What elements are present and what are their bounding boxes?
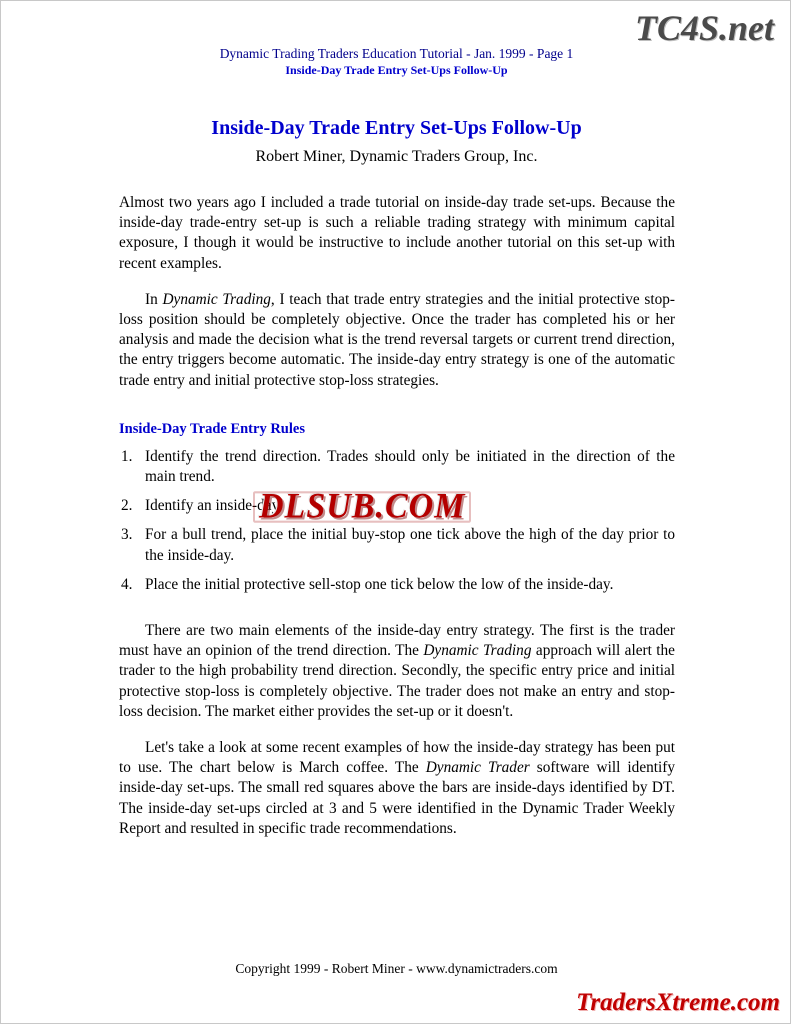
page-header-line1: Dynamic Trading Traders Education Tutorial - Jan. 1999 - Page 1 xyxy=(219,46,574,61)
watermark-bottom-right: TradersXtreme.com xyxy=(576,989,780,1016)
paragraph-4 xyxy=(119,738,675,839)
list-item-text: Identify an inside-day. xyxy=(145,497,283,515)
paragraph-3-emphasis: Dynamic Trading xyxy=(423,642,532,660)
page-footer: Copyright 1999 - Robert Miner - www.dynamictraders.com xyxy=(235,961,558,976)
list-item xyxy=(119,525,675,565)
list-item-text: For a bull trend, place the initial buy-stop one tick above the high of the day prior to the inside-day. xyxy=(145,526,675,564)
paragraph-4-lead: Let's take a look at some recent examples of how the inside-day strategy has been put to use. The chart below is March coffee. The xyxy=(119,739,675,777)
paragraph-2-rest: , I teach that trade entry strategies and the initial protective stop-loss position should be completely objective. Once the trader has completed his or her analysis and made the decision what is the trend reversal targets or current trend direction, the entry triggers become automatic. The inside-day entry strategy is one of the automatic trade entry and initial protective stop-loss strategies. xyxy=(119,290,676,389)
list-item xyxy=(119,447,675,487)
page-header-line2: Inside-Day Trade Entry Set-Ups Follow-Up xyxy=(285,63,508,77)
paragraph-3-rest: approach will alert the trader to the high probability trend direction. Secondly, the specific entry price and initial protective stop-loss is completely objective. The trader does not make an entry and stop-loss decision. The market either provides the set-up or it doesn't. xyxy=(119,642,675,720)
section-heading-rules: Inside-Day Trade Entry Rules xyxy=(119,420,305,437)
list-item-text: Identify the trend direction. Trades should only be initiated in the direction of the main trend. xyxy=(145,447,675,486)
page-title: Inside-Day Trade Entry Set-Ups Follow-Up xyxy=(211,117,582,139)
list-item-number: 2. xyxy=(121,497,133,515)
document-author: Robert Miner, Dynamic Traders Group, Inc. xyxy=(255,148,538,165)
paragraph-4-emphasis: Dynamic Trader xyxy=(425,759,530,777)
closing-paragraphs xyxy=(119,621,675,839)
paragraph-2-emphasis: Dynamic Trading xyxy=(162,290,271,308)
paragraph-3-lead: There are two main elements of the inside-day entry strategy. The first is the trader must have an opinion of the trend direction. The xyxy=(119,622,675,660)
watermark-center: DLSUB.COM xyxy=(259,487,466,526)
watermark-top-right: TC4S.net xyxy=(634,8,774,48)
paragraph-3 xyxy=(119,621,675,722)
list-item-text: Place the initial protective sell-stop one tick below the low of the inside-day. xyxy=(145,575,614,593)
list-item-number: 4. xyxy=(121,575,133,593)
paragraph-2-lead: In xyxy=(145,290,163,308)
list-item-number: 1. xyxy=(121,447,133,465)
paragraph-4-rest: software will identify inside-day set-ups. The small red squares above the bars are inside-days identified by DT. The inside-day set-ups circled at 3 and 5 were identified in the Dynamic Trader Weekly Report and resulted in specific trade recommendations. xyxy=(119,759,675,837)
paragraph-2 xyxy=(119,290,675,391)
paragraph-1: Almost two years ago I included a trade tutorial on inside-day trade set-ups. Because the inside-day trade-entry set-up is such a reliable trading strategy with minimum capital exposure, I though it would be instructive to include another tutorial on this set-up with recent examples. xyxy=(119,194,675,272)
list-item-number: 3. xyxy=(121,526,133,544)
list-item xyxy=(119,575,675,595)
